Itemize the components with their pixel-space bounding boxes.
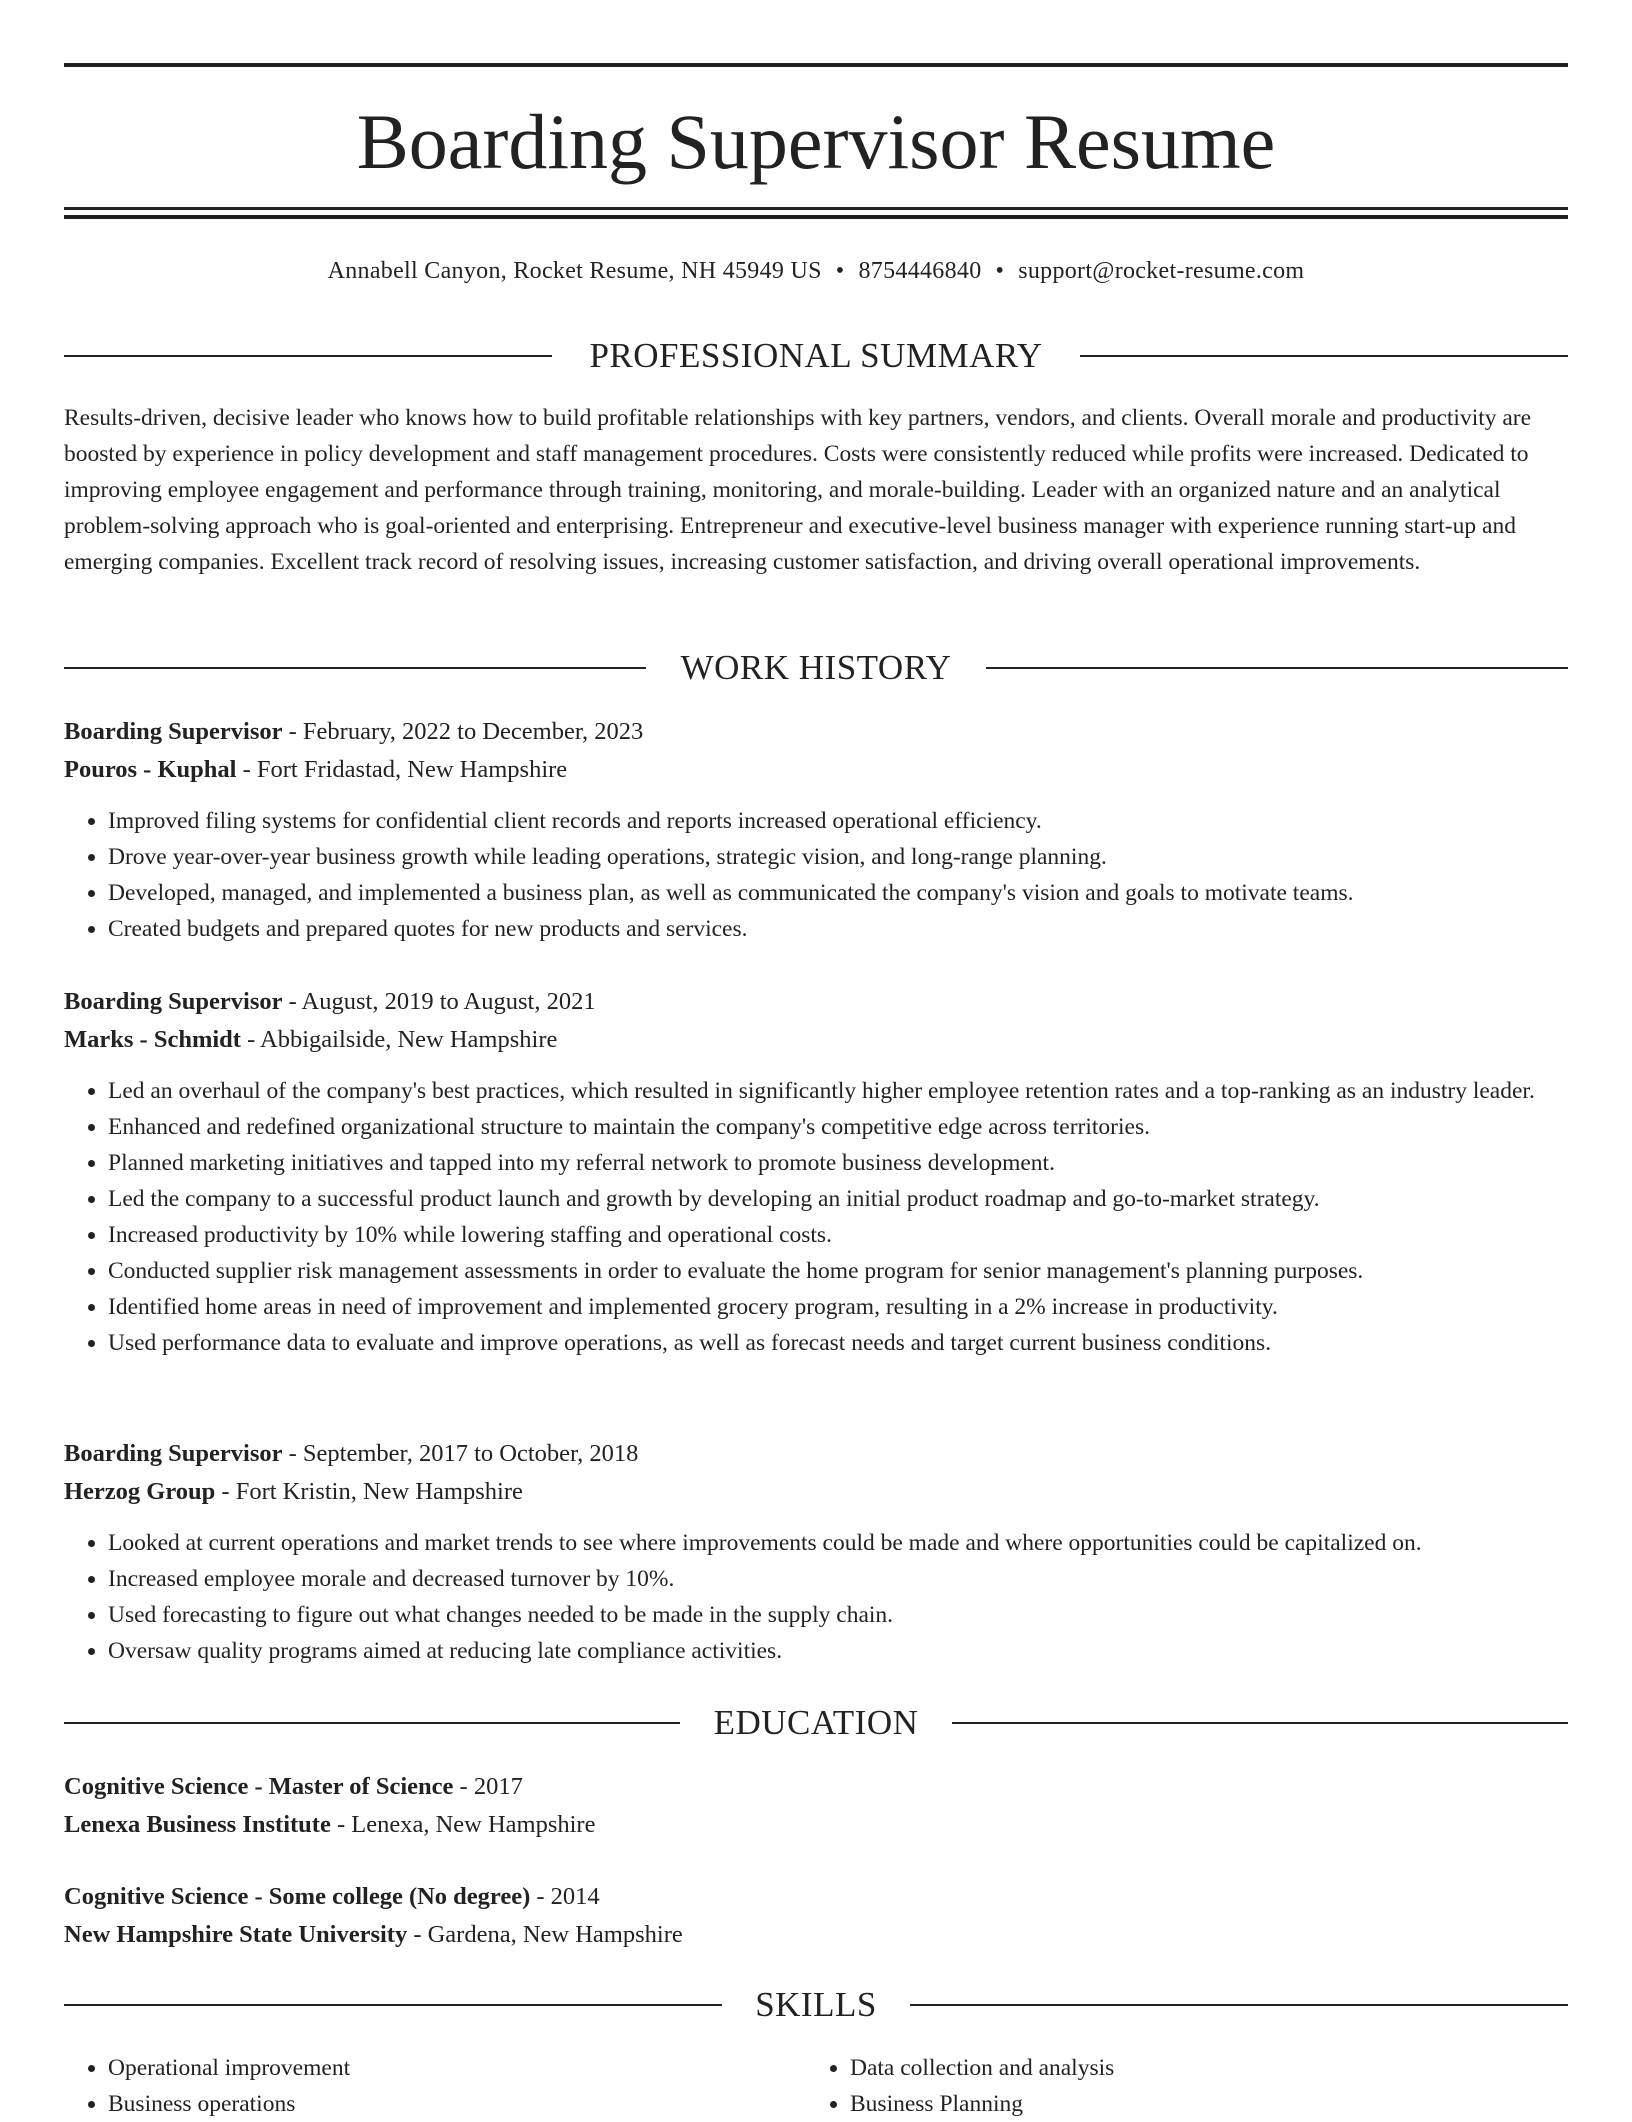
job-bullet: • Conducted supplier risk management assessments in order to evaluate the home program for senior management's planning purposes. <box>108 1253 1568 1289</box>
job-bullet: • Drove year-over-year business growth while leading operations, strategic vision, and long-range planning. <box>108 839 1568 875</box>
job-company: Marks - Schmidt <box>64 1026 241 1053</box>
job-entry <box>64 713 1568 947</box>
job-bullet: • Planned marketing initiatives and tapped into my referral network to promote business development. <box>108 1145 1568 1181</box>
resume-title: Boarding Supervisor Resume <box>356 98 1276 185</box>
job-bullets <box>64 1525 1568 1669</box>
job-bullet: • Used performance data to evaluate and improve operations, as well as forecast needs and target current business conditions. <box>108 1325 1568 1361</box>
contact-phone: 8754446840 <box>858 258 982 284</box>
job-role: Boarding Supervisor <box>64 1440 283 1467</box>
job-company: Pouros - Kuphal <box>64 756 237 783</box>
title-bottom-rule-2 <box>64 215 1568 219</box>
job-bullet: • Used forecasting to figure out what changes needed to be made in the supply chain. <box>108 1597 1568 1633</box>
contact-line <box>64 254 1568 288</box>
job-bullets <box>64 1073 1568 1361</box>
skills-heading <box>64 1982 1568 2028</box>
edu-year: - 2017 <box>453 1773 523 1800</box>
job-bullet: • Increased productivity by 10% while lowering staffing and operational costs. <box>108 1217 1568 1253</box>
edu-location: - Gardena, New Hampshire <box>407 1921 683 1948</box>
skill-item: • Business Planning <box>850 2086 1548 2122</box>
job-location: - Fort Kristin, New Hampshire <box>215 1478 523 1505</box>
contact-email: support@rocket-resume.com <box>1018 258 1305 284</box>
job-role: Boarding Supervisor <box>64 718 283 745</box>
job-bullet: • Improved filing systems for confidential client records and reports increased operational efficiency. <box>108 803 1568 839</box>
job-bullet: • Enhanced and redefined organizational structure to maintain the company's competitive edge across territories. <box>108 1109 1568 1145</box>
title-top-rule <box>64 63 1568 67</box>
skills-heading-label: SKILLS <box>723 1985 909 2024</box>
work-history-heading-label: WORK HISTORY <box>649 648 984 687</box>
summary-text: Results-driven, decisive leader who knows how to build profitable relationships with key partners, vendors, and clients. Overall morale and productivity are boosted by experience in policy development and staff management procedures. Costs were consistently reduced while profits were increased. Dedicated to improving employee engagement and performance through training, monitoring, and morale-building. Leader with an organized nature and an analytical problem-solving approach who is goal-oriented and enterprising. Entrepreneur and executive-level business manager with experience running start-up and emerging companies. Excellent track record of resolving issues, increasing customer satisfaction, and driving overall operational improvements. <box>64 405 1532 575</box>
job-bullet: • Developed, managed, and implemented a business plan, as well as communicated the company's vision and goals to motivate teams. <box>108 875 1568 911</box>
edu-year: - 2014 <box>530 1883 600 1910</box>
contact-separator: • <box>835 258 845 284</box>
job-location: - Abbigailside, New Hampshire <box>240 1026 558 1053</box>
job-dates: - August, 2019 to August, 2021 <box>282 988 596 1015</box>
education-heading-label: EDUCATION <box>682 1703 951 1742</box>
contact-address: Annabell Canyon, Rocket Resume, NH 45949 US <box>327 258 822 284</box>
summary-heading-label: PROFESSIONAL SUMMARY <box>557 336 1074 375</box>
job-entry <box>64 983 1568 1361</box>
job-bullet: • Identified home areas in need of improvement and implemented grocery program, resulting in a 2% increase in productivity. <box>108 1289 1568 1325</box>
job-dates: - September, 2017 to October, 2018 <box>282 1440 639 1467</box>
job-dates: - February, 2022 to December, 2023 <box>282 718 644 745</box>
skill-item: • Data collection and analysis <box>850 2050 1548 2086</box>
job-bullet: • Led the company to a successful product launch and growth by developing an initial product roadmap and go-to-market strategy. <box>108 1181 1568 1217</box>
job-bullet: • Looked at current operations and market trends to see where improvements could be made and where opportunities could be capitalized on. <box>108 1525 1568 1561</box>
job-company: Herzog Group <box>64 1478 216 1505</box>
job-bullets <box>64 803 1568 947</box>
contact-separator: • <box>995 258 1005 284</box>
skills-column-left <box>64 2050 806 2122</box>
job-entry <box>64 1435 1568 1669</box>
edu-school: New Hampshire State University <box>64 1921 408 1948</box>
job-bullet: • Increased employee morale and decreased turnover by 10%. <box>108 1561 1568 1597</box>
job-bullet: • Oversaw quality programs aimed at reducing late compliance activities. <box>108 1633 1568 1669</box>
education-entry <box>64 1768 1568 1844</box>
skill-item: • Operational improvement <box>108 2050 806 2086</box>
edu-degree: Cognitive Science - Some college (No degree) <box>64 1883 531 1910</box>
skills-column-right <box>806 2050 1548 2122</box>
job-bullet: • Created budgets and prepared quotes for new products and services. <box>108 911 1568 947</box>
job-bullet: • Led an overhaul of the company's best practices, which resulted in significantly higher employee retention rates and a top-ranking as an industry leader. <box>108 1073 1568 1109</box>
edu-location: - Lenexa, New Hampshire <box>330 1811 596 1838</box>
summary-heading <box>64 333 1568 379</box>
edu-degree: Cognitive Science - Master of Science <box>64 1773 454 1800</box>
skills-list <box>64 2050 1568 2122</box>
job-role: Boarding Supervisor <box>64 988 283 1015</box>
title-bottom-rule <box>64 207 1568 210</box>
education-heading <box>64 1700 1568 1746</box>
education-entry <box>64 1878 1568 1954</box>
skill-item: • Business operations <box>108 2086 806 2122</box>
edu-school: Lenexa Business Institute <box>64 1811 331 1838</box>
work-history-heading <box>64 645 1568 691</box>
job-location: - Fort Fridastad, New Hampshire <box>236 756 568 783</box>
